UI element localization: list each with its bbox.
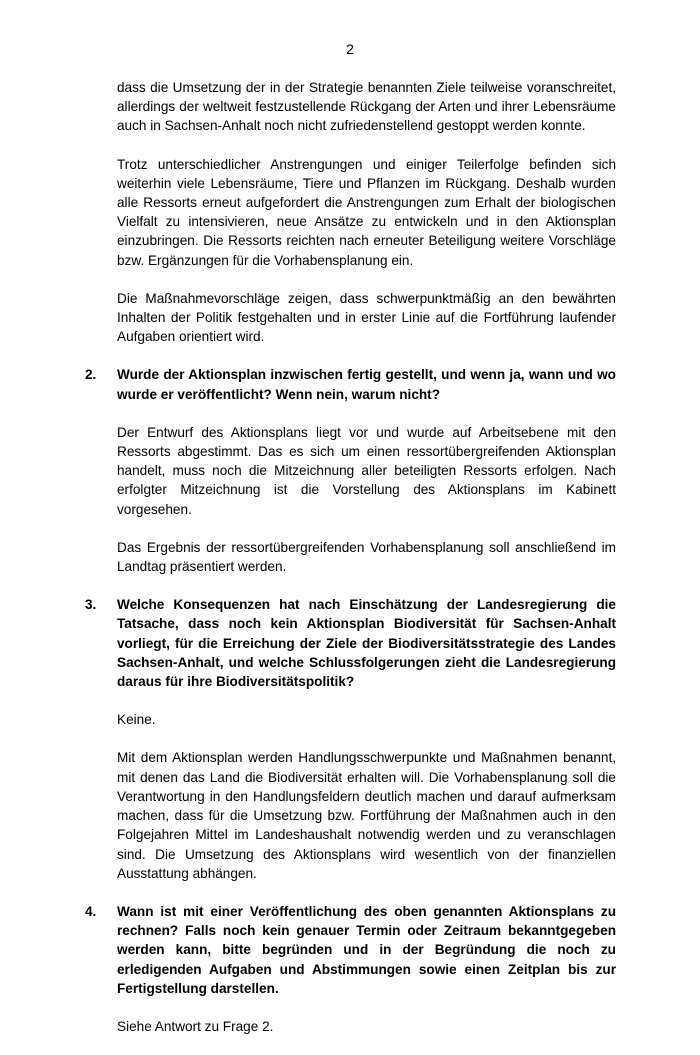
answer-4-paragraph-1: Siehe Antwort zu Frage 2. <box>117 1018 274 1034</box>
question-4-number: 4. <box>85 903 97 919</box>
answer-3-paragraph-1: Keine. <box>117 712 156 728</box>
question-4 <box>85 902 616 998</box>
document-body <box>85 78 616 1055</box>
answer-3-paragraph-2: Mit dem Aktionsplan werden Handlungsschwerpunkte und Maßnahmen benannt, mit denen das Land die Biodiversität erhalten will. Die Vorhabensplanung soll die Verantwortung in den Handlungsfeldern deutlich machen und darauf aufmerksam machen, dass für die Umsetzung bzw. Fortführung der Maßnahmen auch in den Folgejahren Mittel im Landeshaushalt notwendig werden und zu veranschlagen sind. Die Umsetzung des Aktionsplans wird wesentlich von der finanziellen Ausstattung abhängen. <box>117 750 616 881</box>
question-2 <box>85 365 616 403</box>
question-3-number: 3. <box>85 597 97 613</box>
question-3 <box>85 595 616 691</box>
intro-paragraph-2: Trotz unterschiedlicher Anstrengungen und einiger Teilerfolge befinden sich weiterhin viele Lebensräume, Tiere und Pflanzen im Rückgang. Deshalb wurden alle Ressorts erneut aufgefordert die Anstrengungen zum Erhalt der biologischen Vielfalt zu intensivieren, neue Ansätze zu entwickeln und in den Aktionsplan einzubringen. Die Ressorts reichten nach erneuter Beteiligung weitere Vorschläge bzw. Ergänzungen für die Vorhabensplanung ein. <box>117 156 616 268</box>
intro-paragraph-1: dass die Umsetzung der in der Strategie benannten Ziele teilweise voranschreitet, allerdings der weltweit festzustellende Rückgang der Arten und ihrer Lebensräume auch in Sachsen-Anhalt noch nicht zufriedenstellend gestoppt werden konnte. <box>117 80 616 134</box>
answer-2-paragraph-2: Das Ergebnis der ressortübergreifenden Vorhabensplanung soll anschließend im Landtag präsentiert werden. <box>117 539 616 575</box>
question-3-text: Welche Konsequenzen hat nach Einschätzung der Landesregierung die Tatsache, dass noch kein Aktionsplan Biodiversität für Sachsen-Anhalt vorliegt, für die Erreichung der Ziele der Biodiversitätsstrategie des Landes Sachsen-Anhalt, und welche Schlussfolgerungen zieht die Landesregierung daraus für ihre Biodiversitätspolitik? <box>117 597 616 690</box>
answer-2-paragraph-1: Der Entwurf des Aktionsplans liegt vor und wurde auf Arbeitsebene mit den Ressorts abgestimmt. Das es sich um einen ressortübergreifenden Aktionsplan handelt, muss noch die Mitzeichnung aller beteiligten Ressorts erfolgen. Nach erfolgter Mitzeichnung ist die Vorstellung des Aktionsplans im Kabinett vorgesehen. <box>117 424 616 517</box>
question-4-text: Wann ist mit einer Veröffentlichung des oben genannten Aktionsplans zu rechnen? Falls noch kein genauer Termin oder Zeitraum bekanntgegeben werden kann, bitte begründen und in der Begründung die noch zu erledigenden Aufgaben und Abstimmungen sowie einen Zeitplan bis zur Fertigstellung darstellen. <box>117 903 616 996</box>
question-2-text: Wurde der Aktionsplan inzwischen fertig gestellt, und wenn ja, wann und wo wurde er veröffentlicht? Wenn nein, warum nicht? <box>117 367 616 402</box>
page-number: 2 <box>346 41 354 57</box>
question-2-number: 2. <box>85 367 97 383</box>
intro-paragraph-3: Die Maßnahmevorschläge zeigen, dass schwerpunktmäßig an den bewährten Inhalten der Politik festgehalten und in erster Linie auf die Fortführung laufender Aufgaben orientiert wird. <box>117 290 616 345</box>
